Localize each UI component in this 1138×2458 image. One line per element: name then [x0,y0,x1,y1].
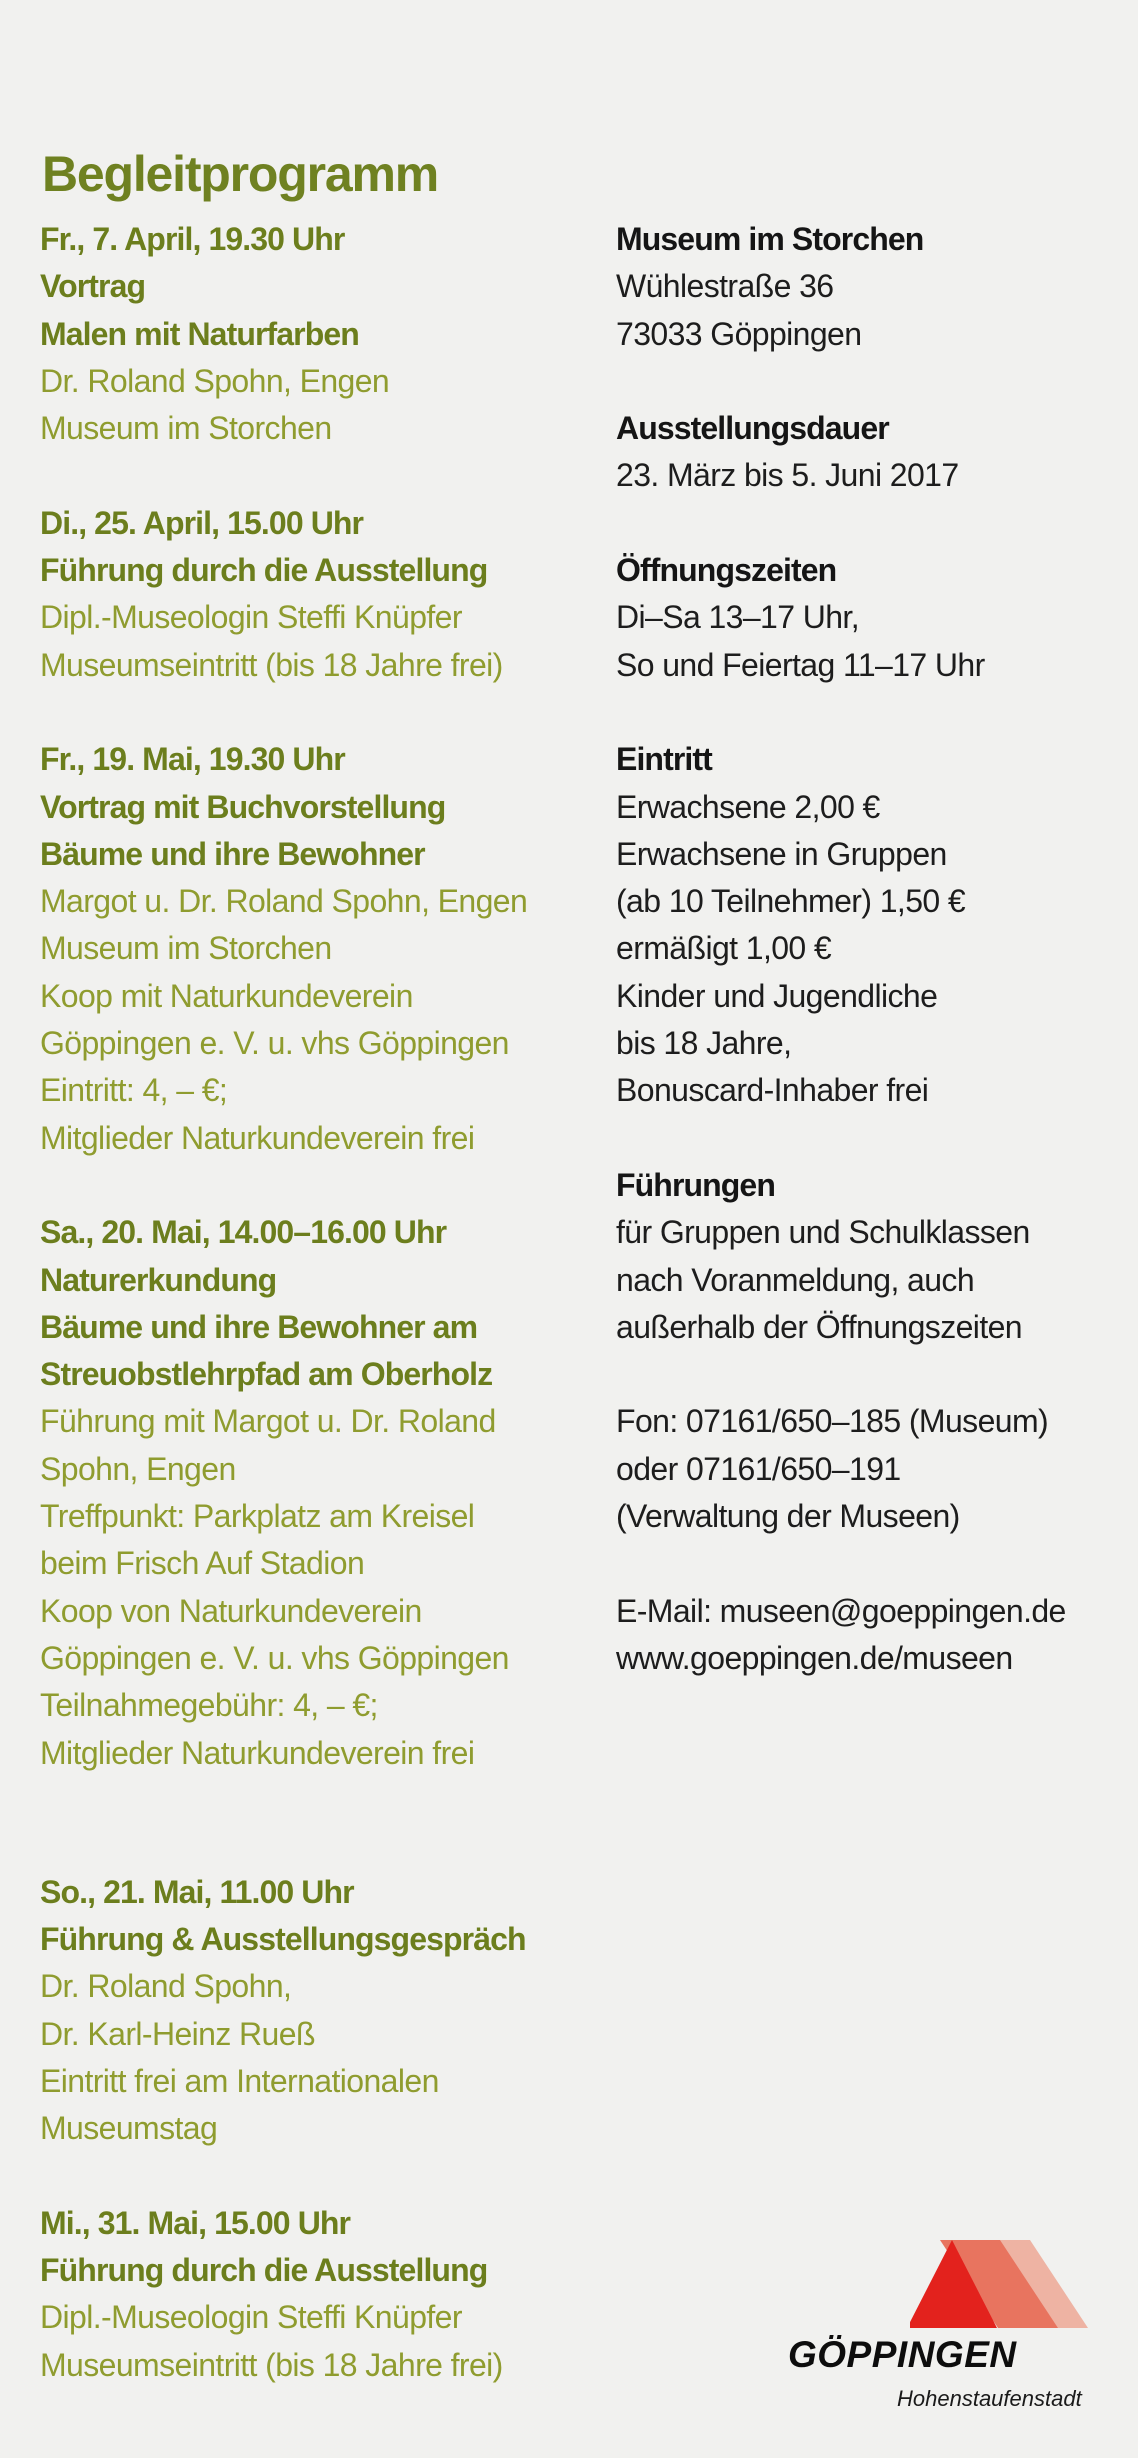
museum-info [616,216,1136,1730]
event-detail: Mitglieder Naturkundeverein frei [40,1734,475,1771]
info-duration [616,405,1136,500]
info-heading: Öffnungszeiten [616,552,837,589]
info-phone [616,1398,1136,1540]
info-heading: Museum im Storchen [616,221,924,257]
price-line: Erwachsene 2,00 € [616,788,880,825]
event-detail: Treffpunkt: Parkplatz am Kreisel [40,1498,475,1535]
event-date: Di., 25. April, 15.00 Uhr [40,504,364,541]
price-line: (ab 10 Teilnehmer) 1,50 € [616,883,966,920]
event-date: So., 21. Mai, 11.00 Uhr [40,1873,354,1910]
event-detail: Museum im Storchen [40,410,332,447]
event-title: Malen mit Naturfarben [40,315,359,352]
event-detail: Eintritt frei am Internationalen [40,2062,439,2099]
event-type: Vortrag mit Buchvorstellung [40,788,446,825]
event-title: Führung & Ausstellungsgespräch [40,1921,526,1958]
info-contact [616,1588,1136,1683]
event-detail: Museumseintritt (bis 18 Jahre frei) [40,2346,503,2383]
duration-dates: 23. März bis 5. Juni 2017 [616,457,959,494]
price-line: Erwachsene in Gruppen [616,835,947,872]
phone-admin[interactable]: oder 07161/650–191 [616,1450,901,1487]
event-date: Sa., 20. Mai, 14.00–16.00 Uhr [40,1214,447,1251]
event-title: Streuobstlehrpfad am Oberholz [40,1356,493,1393]
event-detail: Museum im Storchen [40,930,332,967]
address-city: 73033 Göppingen [616,315,862,352]
event-detail: Dr. Karl-Heinz Rueß [40,2015,315,2052]
logo-subtitle: Hohenstaufenstadt [897,2386,1082,2411]
logo-city-name: GÖPPINGEN [788,2334,1017,2375]
event-item [40,500,600,689]
event-detail: Mitglieder Naturkundeverein frei [40,1119,475,1156]
event-title: Führung durch die Ausstellung [40,552,488,589]
page-title: Begleitprogramm [42,145,438,202]
event-detail: Dipl.-Museologin Steffi Knüpfer [40,599,462,636]
goeppingen-logo [780,2230,1130,2430]
price-line: bis 18 Jahre, [616,1025,792,1062]
event-date: Fr., 19. Mai, 19.30 Uhr [40,741,345,778]
event-item [40,216,600,452]
event-detail: Spohn, Engen [40,1450,236,1487]
info-admission [616,736,1136,1114]
event-date: Mi., 31. Mai, 15.00 Uhr [40,2204,351,2241]
website-link[interactable]: www.goeppingen.de/museen [616,1639,1013,1676]
event-detail: Führung mit Margot u. Dr. Roland [40,1403,496,1440]
phone-admin-label: (Verwaltung der Museen) [616,1498,960,1535]
phone-museum[interactable]: Fon: 07161/650–185 (Museum) [616,1403,1049,1440]
event-date: Fr., 7. April, 19.30 Uhr [40,221,345,257]
tours-line: nach Voranmeldung, auch [616,1261,975,1298]
event-detail: Göppingen e. V. u. vhs Göppingen [40,1025,509,1062]
event-detail: Koop von Naturkundeverein [40,1592,422,1629]
mountain-triangles-icon [910,2238,1115,2330]
event-item [40,736,600,1162]
event-item [40,2200,600,2389]
event-program [40,216,600,2436]
info-heading: Führungen [616,1166,775,1203]
address-street: Wühlestraße 36 [616,268,834,305]
event-detail: Museumstag [40,2110,218,2147]
event-detail: Göppingen e. V. u. vhs Göppingen [40,1639,509,1676]
event-detail: Teilnahmegebühr: 4, – €; [40,1687,378,1724]
info-tours [616,1162,1136,1351]
info-heading: Ausstellungsdauer [616,410,889,447]
price-line: ermäßigt 1,00 € [616,930,832,967]
tours-line: für Gruppen und Schulklassen [616,1214,1030,1251]
hours-line: Di–Sa 13–17 Uhr, [616,599,860,636]
event-detail: Eintritt: 4, – €; [40,1072,228,1109]
event-title: Bäume und ihre Bewohner [40,835,425,872]
event-type: Naturerkundung [40,1261,277,1298]
event-title: Bäume und ihre Bewohner am [40,1308,478,1345]
event-item [40,1869,600,2153]
event-detail: Dr. Roland Spohn, [40,1968,292,2005]
event-item [40,1209,600,1777]
event-detail: Dipl.-Museologin Steffi Knüpfer [40,2299,462,2336]
info-address [616,216,1136,358]
event-detail: Dr. Roland Spohn, Engen [40,362,390,399]
event-detail: Museumseintritt (bis 18 Jahre frei) [40,646,503,683]
event-type: Vortrag [40,268,146,305]
info-opening-hours [616,547,1136,689]
info-heading: Eintritt [616,741,712,778]
event-detail: Margot u. Dr. Roland Spohn, Engen [40,883,528,920]
event-detail: Koop mit Naturkundeverein [40,977,413,1014]
price-line: Bonuscard-Inhaber frei [616,1072,929,1109]
event-title: Führung durch die Ausstellung [40,2252,488,2289]
hours-line: So und Feiertag 11–17 Uhr [616,646,985,683]
tours-line: außerhalb der Öffnungszeiten [616,1308,1022,1345]
email-link[interactable]: E-Mail: museen@goeppingen.de [616,1592,1066,1629]
event-detail: beim Frisch Auf Stadion [40,1545,365,1582]
price-line: Kinder und Jugendliche [616,977,938,1014]
